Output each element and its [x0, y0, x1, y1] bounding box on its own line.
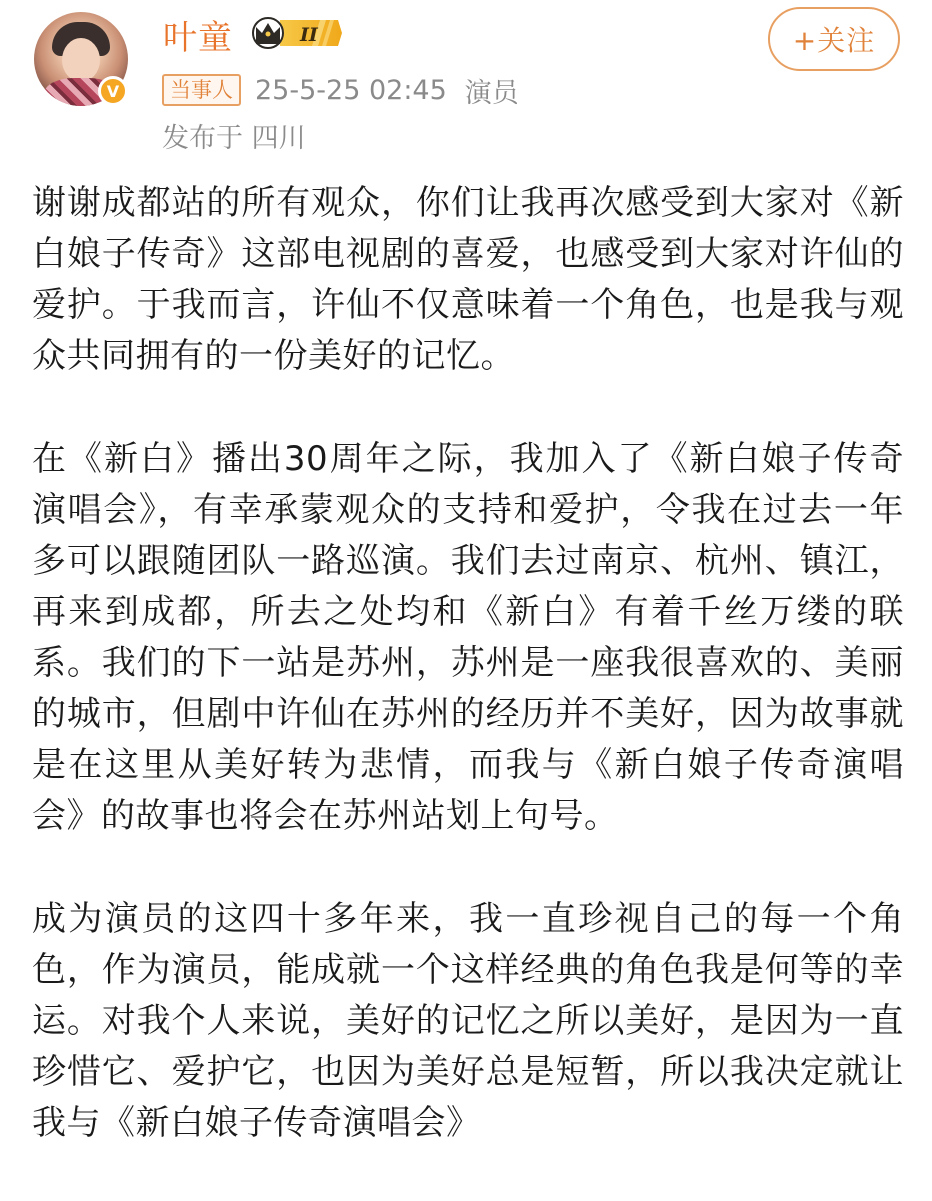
author-role: 演员	[464, 77, 519, 109]
post-timestamp: 25-5-25 02:45	[255, 74, 447, 106]
vip-level-text: II	[300, 24, 318, 46]
post-header	[0, 0, 932, 160]
post-location: 发布于 四川	[162, 123, 306, 154]
verified-icon: V	[98, 76, 128, 106]
post-paragraph: 在《新白》播出30周年之际，我加入了《新白娘子传奇演唱会》，有幸承蒙观众的支持和爱护，令我在过去一年多可以跟随团队一路巡演。我们去过南京、杭州、镇江，再来到成都，所去之处均和《新白》有着千丝万缕的联系。我们的下一站是苏州，苏州是一座我很喜欢的、美丽的城市，但剧中许仙在苏州的经历并不美好，因为故事就是在这里从美好转为悲情，而我与《新白娘子传奇演唱会》的故事也将会在苏州站划上句号。	[32, 439, 904, 836]
avatar-face	[62, 38, 100, 82]
post-paragraph: 成为演员的这四十多年来，我一直珍视自己的每一个角色，作为演员，能成就一个这样经典的角色我是何等的幸运。对我个人来说，美好的记忆之所以美好，是因为一直珍惜它、爱护它，也因为美好总是短暂，所以我决定就让我与《新白娘子传奇演唱会》	[32, 899, 904, 1143]
party-tag: 当事人	[162, 74, 241, 106]
author-name[interactable]: 叶童	[163, 18, 233, 58]
post-meta-row	[162, 72, 519, 108]
vip-crown-badge-icon[interactable]	[250, 16, 344, 50]
follow-button[interactable]: +关注	[768, 7, 900, 71]
post-content	[32, 178, 904, 1201]
post-paragraph: 谢谢成都站的所有观众，你们让我再次感受到大家对《新白娘子传奇》这部电视剧的喜爱，也感受到大家对许仙的爱护。于我而言，许仙不仅意味着一个角色，也是我与观众共同拥有的一份美好的记忆。	[32, 183, 904, 376]
